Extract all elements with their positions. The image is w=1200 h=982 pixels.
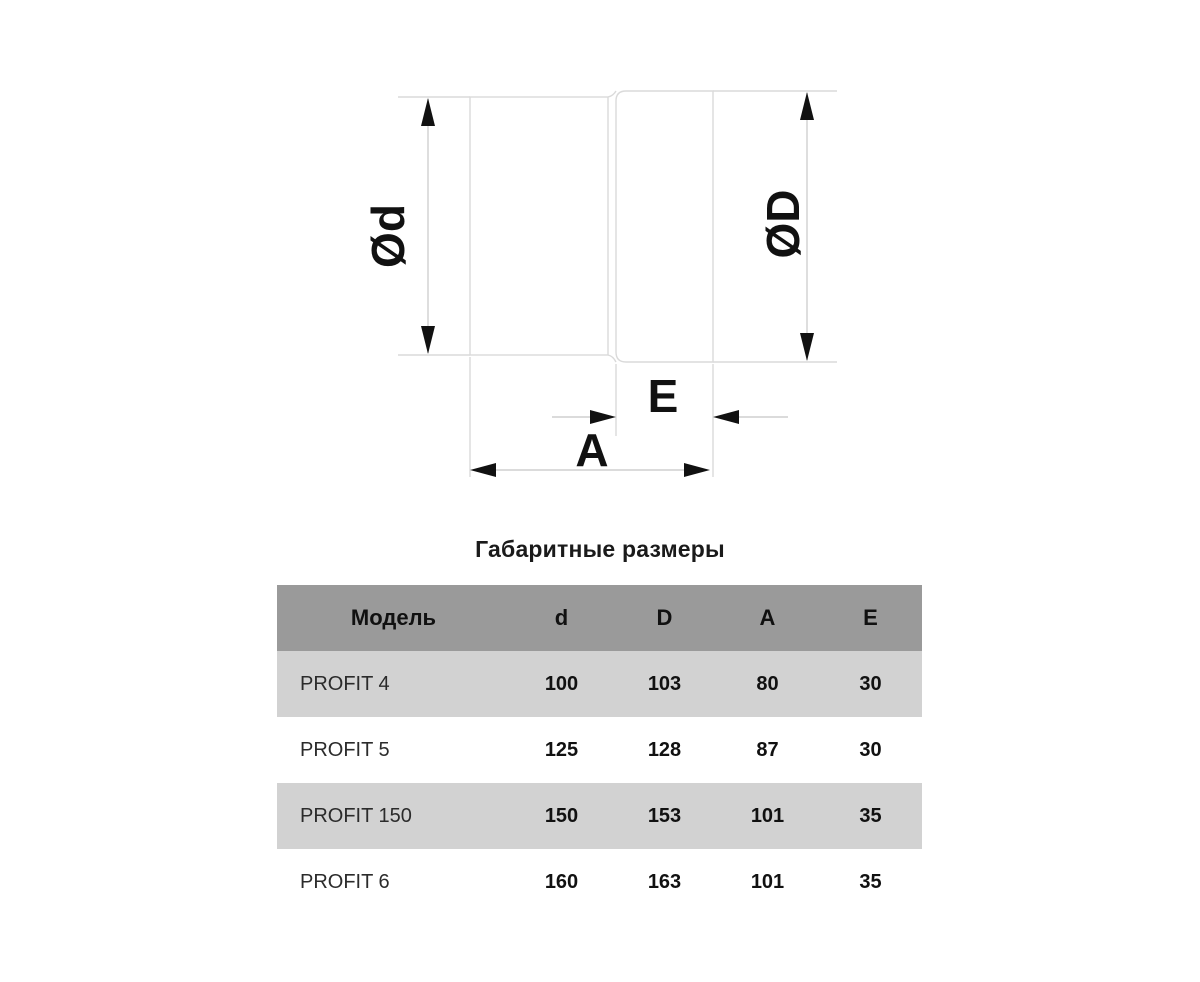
collar-outline <box>616 91 713 362</box>
dim-d <box>362 98 435 354</box>
small-pipe-outline <box>470 97 608 355</box>
header-D: D <box>656 605 673 630</box>
label-large-diameter: ØD <box>757 189 809 259</box>
label-A: A <box>575 424 609 476</box>
arrow-up-icon <box>421 98 435 126</box>
flare-curve-top <box>608 91 616 97</box>
label-small-diameter: Ød <box>362 204 414 268</box>
cell-D: 103 <box>647 672 682 695</box>
header-E: E <box>863 605 878 630</box>
cell-d: 100 <box>544 672 579 695</box>
extension-lines <box>398 91 837 477</box>
dimensions-table <box>277 585 922 915</box>
table-row <box>277 783 922 849</box>
dim-A <box>470 424 710 477</box>
arrow-right-icon <box>590 410 616 424</box>
cell-d: 160 <box>544 870 579 893</box>
cell-D: 153 <box>647 804 682 827</box>
cell-A: 87 <box>756 738 779 761</box>
table-row <box>277 717 922 783</box>
cell-D: 128 <box>647 738 682 761</box>
cell-E: 35 <box>859 804 882 827</box>
header-A: A <box>759 605 776 630</box>
dim-D <box>757 92 814 361</box>
cell-D: 163 <box>647 870 682 893</box>
cell-E: 30 <box>859 738 882 761</box>
table-title: Габаритные размеры <box>475 536 725 562</box>
cell-A: 101 <box>750 804 785 827</box>
cell-E: 30 <box>859 672 882 695</box>
cell-A: 80 <box>756 672 779 695</box>
arrow-right-icon <box>684 463 710 477</box>
cell-E: 35 <box>859 870 882 893</box>
header-d: d <box>554 605 569 630</box>
table-row <box>277 651 922 717</box>
cell-d: 150 <box>544 804 579 827</box>
arrow-left-icon <box>470 463 496 477</box>
cell-A: 101 <box>750 870 785 893</box>
cell-model: PROFIT 4 <box>300 672 390 695</box>
header-model: Модель <box>350 605 437 630</box>
arrow-left-icon <box>713 410 739 424</box>
table-row <box>277 849 922 915</box>
cell-model: PROFIT 150 <box>300 804 412 827</box>
cell-model: PROFIT 6 <box>300 870 390 893</box>
flare-curve-bottom <box>608 355 616 362</box>
cell-model: PROFIT 5 <box>300 738 390 761</box>
arrow-down-icon <box>800 333 814 361</box>
arrow-down-icon <box>421 326 435 354</box>
cell-d: 125 <box>544 738 579 761</box>
table-header-row <box>277 585 922 651</box>
arrow-up-icon <box>800 92 814 120</box>
dim-E <box>552 370 788 424</box>
label-E: E <box>647 370 679 422</box>
